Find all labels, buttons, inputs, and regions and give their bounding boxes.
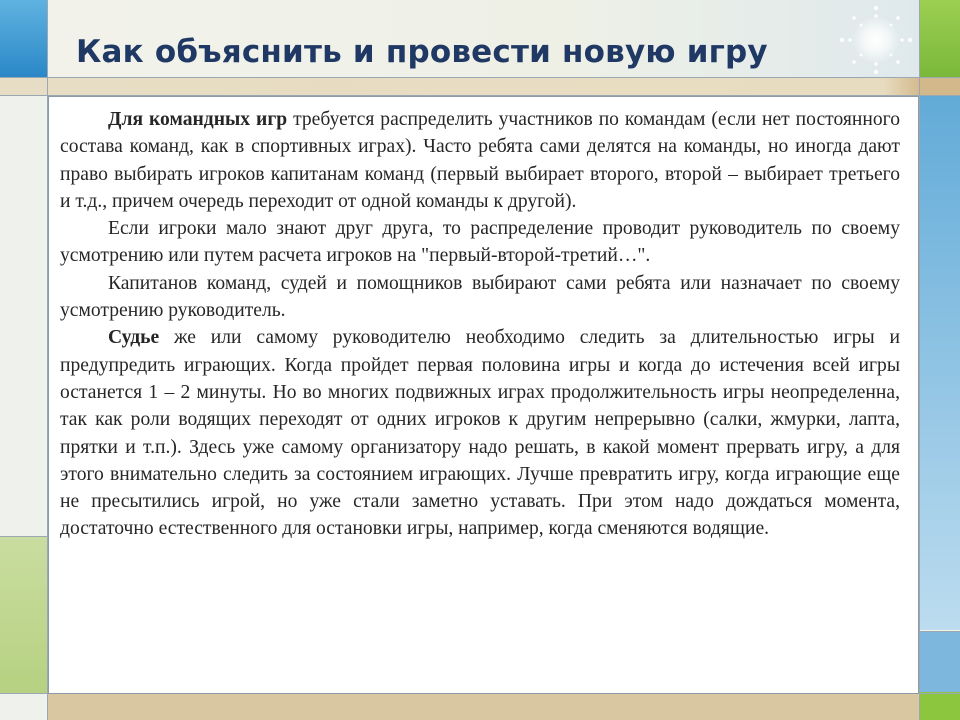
- bottom-tan-band: [48, 694, 919, 720]
- content-text: [60, 106, 900, 543]
- paragraph-body: же или самому руководителю необходимо следить за длительностью игры и предупредить играющих. Когда пройдет первая половина игры и когда до истечения всей игры останется 1 – 2 минуты. Но во многих подвижных играх продолжительность игры неопределенна, так как роли водящих переходят от одних игроков к другим непрерывно (салки, жмурки, лапта, прятки и т.п.). Здесь уже самому организатору надо решать, в какой момент прервать игру, а для этого внимательно следить за состоянием играющих. Лучше превратить игру, когда играющие еще не пресытились игрой, но уже стали заметно уставать. При этом надо дождаться момента, достаточно естественного для остановки игры, например, когда сменяются водящие.: [60, 327, 900, 540]
- paragraph: [60, 324, 900, 542]
- paragraph-body: требуется распределить участников по командам (если нет постоянного состава команд, как в спортивных играх). Часто ребята сами делятся на команды, но иногда дают право выбирать игроков капитанам команд (первый выбирает второго, второй – выбирает третьего и т.д., причем очередь переходит от одной команды к другой).: [60, 109, 900, 212]
- paragraph-body: Если игроки мало знают друг друга, то распределение проводит руководитель по своему усмотрению или путем расчета игроков на "первый-второй-третий…".: [60, 218, 900, 267]
- frame-line-left-split: [0, 536, 47, 537]
- left-top-blue-block: [0, 0, 47, 77]
- right-bottom-green-block: [920, 692, 960, 720]
- bottom-left-pale-band: [0, 694, 47, 720]
- paragraph: [60, 215, 900, 270]
- frame-line-right-split: [920, 631, 960, 632]
- frame-line-right: [919, 0, 920, 720]
- frame-line-top: [0, 77, 960, 78]
- sparkle-icon: [828, 2, 924, 82]
- left-middle-pale-block: [0, 96, 47, 536]
- right-middle-blue-block: [920, 96, 960, 630]
- page-title: Как объяснить и провести новую игру: [76, 34, 768, 70]
- paragraph-lead: Судье: [108, 327, 160, 349]
- right-top-green-block: [920, 0, 960, 78]
- paragraph: [60, 270, 900, 325]
- right-lower-blue-block: [920, 632, 960, 692]
- paragraph: [60, 106, 900, 215]
- paragraph-lead: Для командных игр: [108, 109, 288, 130]
- tan-stripe: [0, 78, 960, 95]
- paragraph-body: Капитанов команд, судей и помощников выбирают сами ребята или назначает по своему усмотрению руководитель.: [60, 272, 900, 322]
